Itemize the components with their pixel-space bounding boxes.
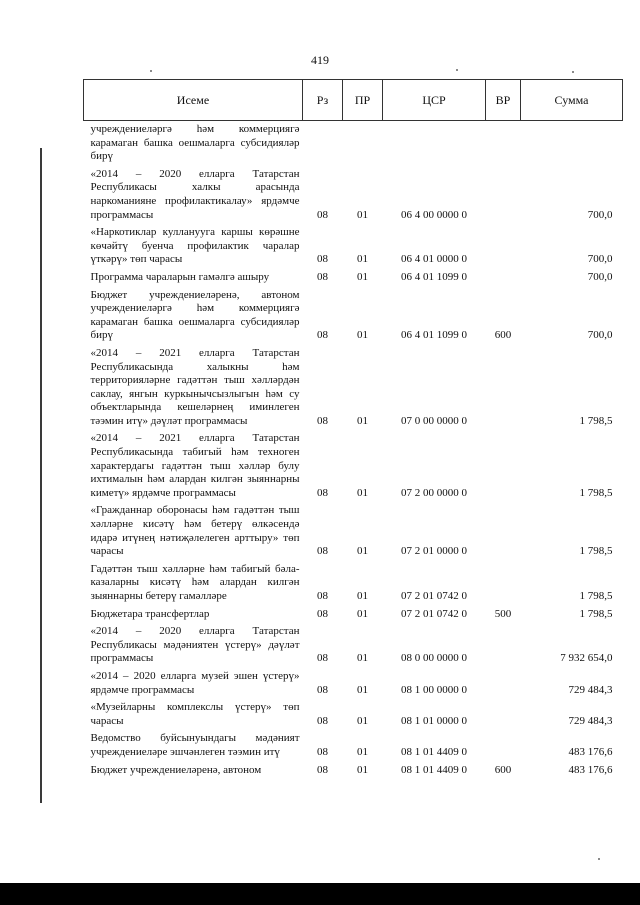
row-sum: 483 176,6	[568, 745, 613, 758]
row-sum	[521, 121, 623, 166]
row-pr: 01	[357, 683, 368, 696]
row-rz: 08	[317, 329, 328, 342]
row-pr: 01	[357, 607, 368, 620]
table-header-row	[84, 80, 623, 121]
row-rz: 08	[317, 486, 328, 499]
row-name: Бюджет учреждениеләренә, автоном учреждениеләргә һәм коммерциягә карамаган башка оешмаларга субсидияләр бирү	[90, 288, 300, 342]
row-pr: 01	[357, 590, 368, 602]
row-vr: 500	[494, 607, 512, 620]
header-pr: ПР	[343, 80, 383, 121]
row-csr: 08 1 01 4409 0	[401, 763, 467, 776]
row-pr: 01	[357, 329, 368, 342]
row-rz: 08	[317, 683, 328, 696]
header-rz: Рз	[303, 80, 343, 121]
row-rz: 08	[317, 590, 328, 602]
scan-bottom-edge	[0, 883, 640, 905]
row-rz: 08	[317, 652, 328, 665]
row-name: Бюджетара трансфертлар	[90, 607, 210, 620]
row-sum: 483 176,6	[568, 763, 613, 776]
row-pr: 01	[357, 486, 368, 499]
row-name: Гадәттән тыш хәлләрне һәм табигый бәла-казаларны кисәтү һәм алардан килгән зыяннарны бетерү гамәлләре	[90, 562, 300, 602]
row-vr	[486, 345, 521, 431]
header-csr: ЦСР	[383, 80, 486, 121]
header-name: Исеме	[84, 80, 303, 121]
table-row	[84, 606, 623, 624]
table-row	[84, 269, 623, 287]
row-pr: 01	[357, 763, 368, 776]
row-name: Ведомство буйсынуындагы мәдәният учреждениеләре эшчәнлеген тәэмин итү	[90, 732, 300, 758]
row-pr: 01	[357, 208, 368, 221]
row-rz: 08	[317, 714, 328, 727]
row-vr	[486, 699, 521, 730]
row-vr	[486, 561, 521, 606]
row-vr	[486, 668, 521, 699]
table-row	[84, 121, 623, 166]
row-csr: 06 4 01 1099 0	[401, 270, 467, 283]
row-name: Бюджет учреждениеләренә, автоном	[90, 763, 262, 776]
table-row	[84, 668, 623, 699]
row-rz	[303, 121, 343, 166]
row-sum: 700,0	[587, 270, 613, 283]
row-csr: 07 2 01 0000 0	[401, 545, 467, 558]
row-name: учреждениеләргә һәм коммерциягә карамаган башка оешмаларга субсидияләр бирү	[90, 123, 300, 163]
row-csr: 06 4 00 0000 0	[401, 208, 467, 221]
row-csr: 07 2 01 0742 0	[401, 607, 467, 620]
row-csr	[383, 121, 486, 166]
row-pr: 01	[357, 414, 368, 427]
table-row	[84, 623, 623, 668]
row-vr: 600	[494, 329, 512, 342]
row-csr: 07 0 00 0000 0	[401, 414, 467, 427]
row-name: «Музейларны комплекслы үстерү» төп чарасы	[90, 701, 300, 727]
table-row	[84, 699, 623, 730]
row-sum: 1 798,5	[579, 545, 613, 558]
table-row	[84, 430, 623, 502]
row-csr: 06 4 01 0000 0	[401, 253, 467, 266]
row-rz: 08	[317, 208, 328, 221]
row-vr	[486, 623, 521, 668]
row-csr: 07 2 00 0000 0	[401, 486, 467, 499]
row-pr: 01	[357, 652, 368, 665]
row-sum: 7 932 654,0	[560, 652, 613, 665]
row-csr: 08 0 00 0000 0	[401, 652, 467, 665]
table-row	[84, 345, 623, 431]
row-rz: 08	[317, 270, 328, 283]
row-rz: 08	[317, 745, 328, 758]
row-name: «2014 – 2021 елларга Татарстан Республикасында табигый һәм техноген характердагы гадәттән тыш хәлләр булу ихтималын һәм алардан килгән зыяннарны киметү» ярдәмче программасы	[90, 432, 300, 499]
row-vr	[486, 166, 521, 224]
page-number: 419	[311, 53, 329, 67]
row-vr	[486, 430, 521, 502]
table-row	[84, 287, 623, 345]
row-vr	[486, 224, 521, 269]
row-name: «2014 – 2020 елларга музей эшен үстерү» ярдәмче программасы	[90, 669, 300, 696]
row-name: «Гражданнар оборонасы һәм гадәттән тыш хәлләрне кисәтү һәм бетерү өлкәсендә идарә итүнең нәтиҗәлелеген арттыру» төп чарасы	[90, 504, 300, 558]
row-csr: 08 1 00 0000 0	[401, 683, 467, 696]
row-sum: 1 798,5	[579, 607, 613, 620]
table-row	[84, 561, 623, 606]
row-name: «2014 – 2020 елларга Татарстан Республикасы мәдәниятен үстерү» дәүләт программасы	[90, 625, 300, 665]
row-csr: 08 1 01 0000 0	[401, 714, 467, 727]
row-name: Программа чараларын гамәлгә ашыру	[90, 270, 270, 283]
row-vr	[486, 730, 521, 761]
scan-speck	[598, 858, 600, 860]
row-sum: 700,0	[587, 253, 613, 266]
row-name: «Наркотиклар кулланууга каршы көрәшне көчәйтү буенча профилактик чаралар үткәрү» төп чарасы	[90, 226, 300, 266]
header-vr: ВР	[486, 80, 521, 121]
row-vr	[486, 502, 521, 560]
row-vr: 600	[494, 763, 512, 776]
row-pr: 01	[357, 270, 368, 283]
row-csr: 08 1 01 4409 0	[401, 745, 467, 758]
row-csr: 06 4 01 1099 0	[401, 329, 467, 342]
row-pr	[343, 121, 383, 166]
scan-speck	[456, 69, 458, 71]
row-pr: 01	[357, 545, 368, 558]
row-sum: 700,0	[587, 329, 613, 342]
row-rz: 08	[317, 607, 328, 620]
row-pr: 01	[357, 745, 368, 758]
budget-table	[83, 79, 623, 779]
row-vr	[486, 121, 521, 166]
row-rz: 08	[317, 253, 328, 266]
row-sum: 729 484,3	[568, 714, 613, 727]
scan-speck	[572, 71, 574, 73]
row-name: «2014 – 2020 елларга Татарстан Республикасы халкы арасында наркоманияне профилактикалау» ярдәмче программасы	[90, 167, 300, 221]
table-row	[84, 762, 623, 780]
row-vr	[486, 269, 521, 287]
table-row	[84, 166, 623, 224]
row-pr: 01	[357, 253, 368, 266]
row-rz: 08	[317, 414, 328, 427]
row-rz: 08	[317, 763, 328, 776]
header-sum: Сумма	[521, 80, 623, 121]
table-row	[84, 224, 623, 269]
row-sum: 1 798,5	[579, 414, 613, 427]
row-sum: 1 798,5	[579, 590, 613, 602]
row-sum: 1 798,5	[579, 486, 613, 499]
row-csr: 07 2 01 0742 0	[401, 590, 467, 602]
scan-speck	[150, 70, 152, 72]
table-row	[84, 502, 623, 560]
row-name: «2014 – 2021 елларга Татарстан Республикасында халыкны һәм территорияләрне гадәттән тыш хәлләрдән саклау, янгын куркынычсызлыгын һәм су объектларында кешеләрнең иминлеген тәэмин итү» дәүләт программасы	[90, 346, 300, 427]
table-row	[84, 730, 623, 761]
scan-edge-line	[40, 148, 42, 803]
row-pr: 01	[357, 714, 368, 727]
row-sum: 729 484,3	[568, 683, 613, 696]
row-sum: 700,0	[587, 208, 613, 221]
row-rz: 08	[317, 545, 328, 558]
